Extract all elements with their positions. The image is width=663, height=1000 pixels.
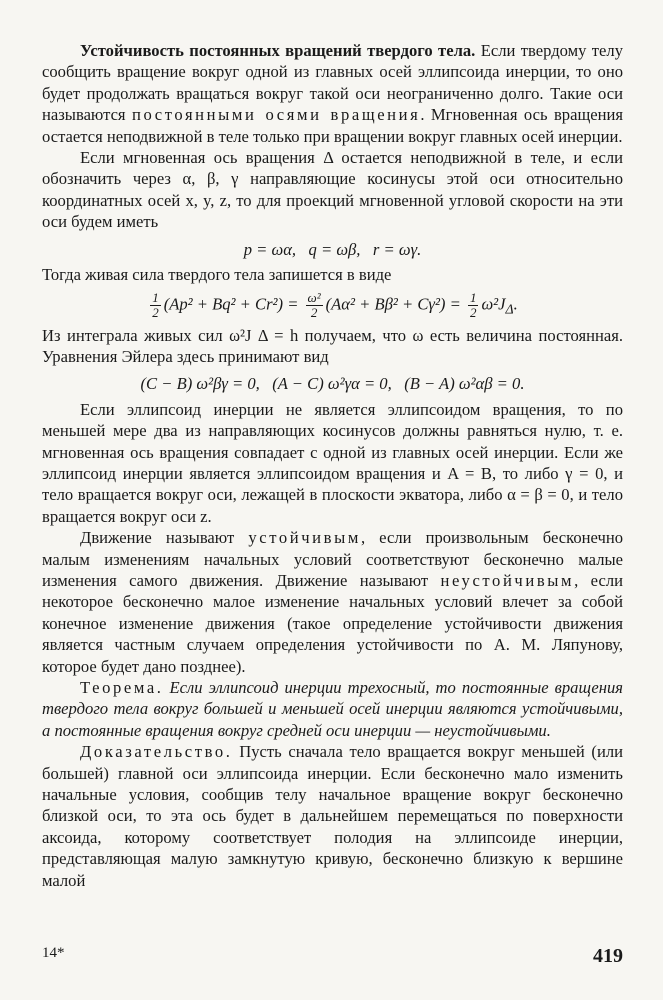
signature-mark: 14* xyxy=(42,945,65,961)
equation-projections xyxy=(42,239,623,260)
paragraph-theorem xyxy=(42,677,623,741)
term-constant-axes: постоянными осями вращения xyxy=(131,105,421,125)
proof-text: Пусть сначала тело вращается вокруг меньшей (или большей) главной оси эллипсоида инерции. Если бесконечно мало изменить начальные условия, сообщив телу начальное вращение вокруг бесконечно близкой оси, то эта ось будет в дальнейшем перемещаться по поверхности аксоида, которому соответствует полодия на эллипсоиде инерции, представляющая малую замкнутую кривую, бесконечно близкую к вершине малой xyxy=(42,742,623,890)
eq2-part-c: ω²J xyxy=(481,294,506,314)
eq2-part-b: (Aα² + Bβ² + Cγ²) = xyxy=(325,294,461,314)
equation-kinetic-energy: $\frac{1}{2}$ (Ap² + Bq² + Cr²) = $\frac{\text{ω²}}{2}$ (Aα² + Bβ² + Cγ²) = $\frac{1}{2}$ $\omega^2J_\Delta$. xyxy=(152,290,518,321)
equation-projections-text: p = ωα, q = ωβ, r = ωγ. xyxy=(243,239,422,259)
paragraph-6: Движение называют устойчивым, если произвольным бесконечно малым изменениям начальных условий соответствуют бесконечно малые изменения самого движения. Движение называют неустойчивым, если некоторое бесконечно малое изменение начальных условий влечет за собой конечное изменение движения (такое определение устойчивости движения является частным случаем определения устойчивости по А. М. Ляпунову, которое будет дано позднее). xyxy=(42,528,624,676)
proof-label: Доказательство. xyxy=(80,742,233,762)
equation-euler xyxy=(42,373,623,394)
eq2-subscript: Δ xyxy=(505,302,514,318)
fraction-half-1: $\frac{1}{2}$ xyxy=(152,290,159,321)
body-text xyxy=(42,40,623,891)
equation-euler-text: (C − B) ω²βγ = 0, (A − C) ω²γα = 0, (B − A) ω²αβ = 0. xyxy=(140,374,525,394)
paragraph-1-text-a: Если твердому телу сообщить вращение вокруг одной из главных осей эллипсоида инерции, то оно будет продолжать вращаться вокруг такой оси неограниченно долго. Такие оси называются xyxy=(42,41,623,125)
paragraph-4: Из интеграла живых сил ω²J Δ = h получаем, что ω есть величина постоянная. Уравнения Эйлера здесь принимают вид xyxy=(42,325,623,366)
eq2-part-a: (Ap² + Bq² + Cr²) = xyxy=(163,294,299,314)
page-number: 419 xyxy=(593,945,623,967)
fraction-omega-sq: $\frac{\text{ω²}}{2}$ xyxy=(307,290,321,321)
term-unstable: неустойчивым xyxy=(440,570,575,590)
paragraph-5: Если эллипсоид инерции не является эллипсоидом вращения, то по меньшей мере два из направляющих косинусов должны равняться нулю, т. е. мгновенная ось вращения совпадает с одной из главных осей инерции. Если же эллипсоид инерции является эллипсоидом вращения и A = B, то либо γ = 0, и тело вращается вокруг оси, лежащей в плоскости экватора, либо α = β = 0, и тело вращается вокруг оси z. xyxy=(42,399,623,526)
fraction-half-2: $\frac{1}{2}$ xyxy=(469,290,477,321)
page-footer xyxy=(42,945,623,968)
paragraph-2: Если мгновенная ось вращения Δ остается неподвижной в теле, и если обозначить через α, β, γ направляющие косинусы этой оси относительно координатных осей x, y, z, то для проекций мгновенной угловой скорости на эти оси будем иметь xyxy=(42,148,623,232)
paragraph-proof xyxy=(42,741,623,891)
paragraph-1-text-b: . Мгновенная ось вращения остается неподвижной в теле только при вращении вокруг главных осей инерции. xyxy=(42,105,623,146)
section-title: Устойчивость постоянных вращений твердого тела. xyxy=(80,41,476,60)
theorem-label: Теорема. xyxy=(80,678,164,697)
paragraph-1 xyxy=(42,40,623,147)
term-stable: устойчивым xyxy=(248,528,361,548)
paragraph-3: Тогда живая сила твердого тела запишется в виде xyxy=(42,265,392,285)
theorem-text: Если эллипсоид инерции трехосный, то постоянные вращения твердого тела вокруг большей и меньшей осей инерции являются устойчивыми, а постоянные вращения вокруг средней оси инерции — неустойчивыми. xyxy=(42,678,623,740)
